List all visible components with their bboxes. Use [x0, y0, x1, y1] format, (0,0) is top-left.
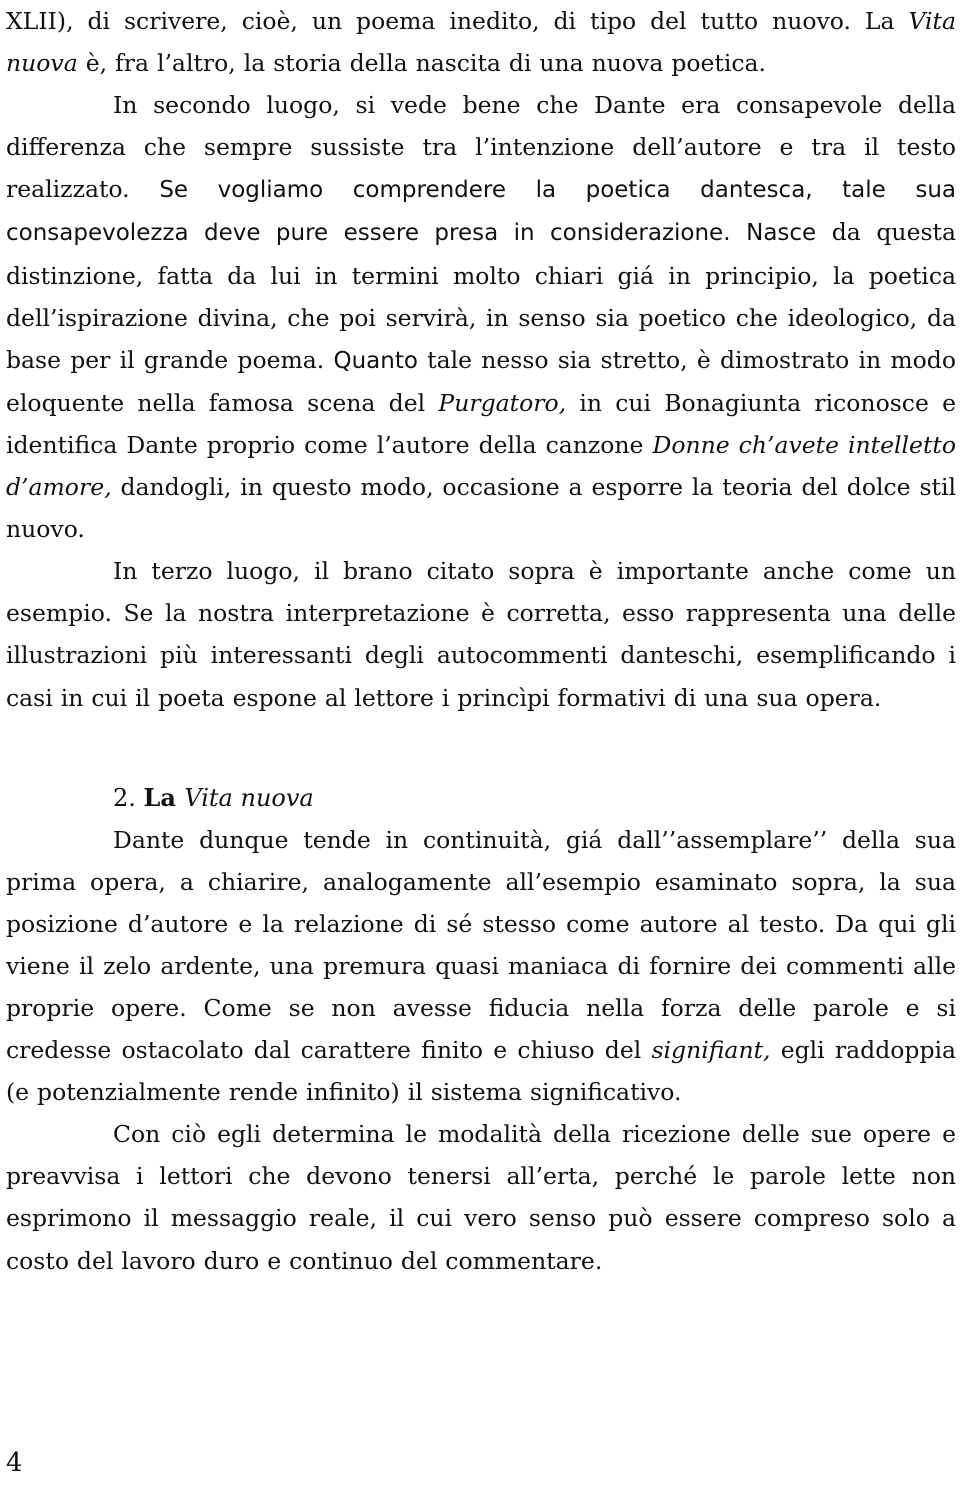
page-number: 4	[6, 1448, 23, 1478]
paragraph-3	[6, 550, 956, 718]
paragraph-1-text-c: è, fra l’altro, la storia della nascita di una nuova poetica.	[77, 49, 767, 78]
paragraph-2-sans-sentence: Se vogliamo comprendere la poetica dantesca, tale sua consapevolezza deve pure essere presa in considerazione.	[6, 177, 956, 247]
paragraph-2-sans-quanto: Quanto	[333, 347, 418, 374]
paragraph-1-text-a: XLII), di scrivere, cioè, un poema inedito, di tipo del tutto nuovo. La	[6, 7, 909, 35]
paragraph-3-text: In terzo luogo, il brano citato sopra è importante anche come un esempio. Se la nostra interpretazione è corretta, esso rappresenta una delle illustrazioni più interessanti degli autocommenti danteschi, esemplificando i casi in cui il poeta espone al lettore i princìpi formativi di una sua opera.	[6, 557, 956, 712]
paragraph-2	[6, 84, 956, 550]
paragraph-2-text-e: da questa distinzione, fatta da lui in termini molto chiari giá in principio, la poetica dell’ispirazione divina, che poi servirà, in senso sia poetico che ideologico, da base per il grande poema.	[6, 218, 956, 374]
paragraph-2-text-g: tale nesso sia stretto, è dimostrato in modo eloquente nella famosa scena del	[6, 345, 956, 417]
paragraph-2-sans-nasce: Nasce	[746, 220, 817, 247]
section-heading	[113, 777, 956, 819]
paragraph-4-text-a: Dante dunque tende in continuità, giá dall’’assemplare’’ della sua prima opera, a chiarire, analogamente all’esempio esaminato sopra, la sua posizione d’autore e la relazione di sé stesso come autore al testo. Da qui gli viene il zelo ardente, una premura quasi maniaca di fornire dei commenti alle proprie opere. Come se non avesse fiducia nella forza delle parole e si credesse ostacolato dal carattere finito e chiuso del	[6, 825, 956, 1065]
paragraph-4-text-c: egli raddoppia (e potenzialmente rende infinito) il sistema significativo.	[6, 1036, 957, 1107]
paragraph-1	[6, 0, 956, 84]
signifiant-italic: signifiant,	[651, 1036, 771, 1065]
section-heading-la: La	[143, 782, 185, 812]
paragraph-2-text-k: dandogli, in questo modo, occasione a esporre la teoria del dolce stil nuovo.	[6, 473, 956, 544]
vita-nuova-italic: Vita nuova	[6, 7, 956, 78]
section-heading-vita-nuova: Vita nuova	[184, 783, 314, 812]
paragraph-2-space	[731, 218, 747, 246]
paragraph-2-text-a: In secondo luogo, si vede bene che Dante era consapevole della differenza che sempre sussiste tra l’intenzione dell’autore e tra il testo realizzato.	[6, 91, 956, 204]
paragraph-2-text-i: in cui Bonagiunta riconosce e identifica Dante proprio come l’autore della canzone	[6, 388, 956, 459]
purgatoro-italic: Purgatoro,	[438, 388, 567, 417]
paragraph-5	[6, 1113, 956, 1281]
paragraph-4	[6, 819, 956, 1114]
section-number: 2.	[113, 783, 144, 812]
canzone-title-italic: Donne ch’avete intelletto d’amore,	[6, 430, 956, 502]
paragraph-5-text: Con ciò egli determina le modalità della ricezione delle sue opere e preavvisa i lettori che devono tenersi all’erta, perché le parole lette non esprimono il messaggio reale, il cui vero senso può essere compreso solo a costo del lavoro duro e continuo del commentare.	[6, 1120, 956, 1275]
